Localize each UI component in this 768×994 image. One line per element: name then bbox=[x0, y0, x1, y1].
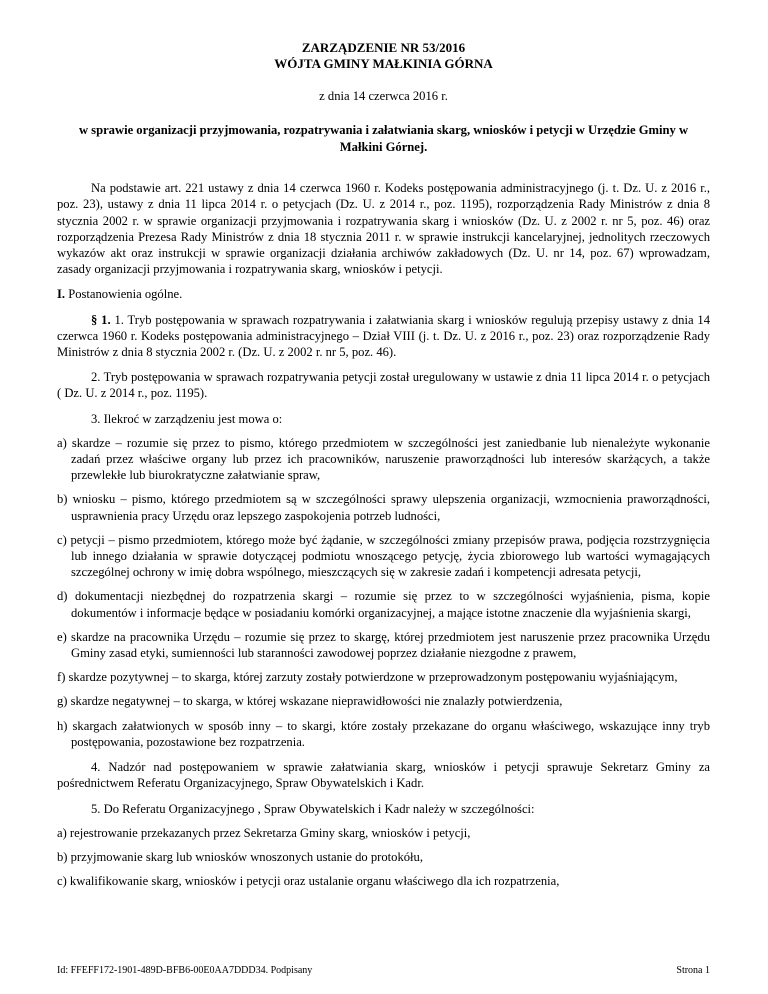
section-heading bbox=[57, 286, 710, 302]
paragraph-mark: § 1. bbox=[91, 312, 111, 327]
paragraph-2: 2. Tryb postępowania w sprawach rozpatrywania petycji został uregulowany w ustawie z dnia 11 lipca 2014 r. o petycjach ( Dz. U. z 2014 r., poz. 1195). bbox=[57, 370, 710, 401]
paragraph-4: 4. Nadzór nad postępowaniem w sprawie załatwiania skarg, wniosków i petycji sprawuje Sekretarz Gminy za pośrednictwem Referatu Organizacyjnego, Spraw Obywatelskich i Kadr. bbox=[57, 760, 710, 791]
paragraph-1-text: 1. Tryb postępowania w sprawach rozpatrywania i załatwiania skarg i wniosków regulują przepisy ustawy z dnia 14 czerwca 1960 r. Kodeks postępowania administracyjnego – Dział VIII (j. t. Dz. U. z 2016 r., poz. 23) oraz rozporządzenie Rady Ministrów z dnia 8 stycznia 2002 r. (Dz. U. z 2002 r. nr 5, poz. 46). bbox=[57, 312, 710, 360]
list-item: e) skardze na pracownika Urzędu – rozumie się przez to skargę, której przedmiotem jest naruszenie przez pracownika Urzędu Gminy zasad etyki, sumienności lub staranności zawodowej poprzez działanie niezgodne z prawem, bbox=[57, 629, 710, 661]
list-item: g) skardze negatywnej – to skarga, w której wskazane nieprawidłowości nie znalazły potwierdzenia, bbox=[57, 694, 563, 709]
paragraph-5: 5. Do Referatu Organizacyjnego , Spraw Obywatelskich i Kadr należy w szczególności: bbox=[91, 801, 535, 816]
document-subject: w sprawie organizacji przyjmowania, rozpatrywania i załatwiania skarg, wniosków i petycji w Urzędzie Gminy w Małkini Górnej. bbox=[78, 123, 689, 155]
list-item: c) petycji – pismo przedmiotem, którego może być żądanie, w szczególności zmiany przepisów prawa, podjęcia rozstrzygnięcia lub innego działania w sprawie dotyczącej podmiotu wnoszącego petycję, życia zbiorowego lub wartości wymagających szczególnej ochrony w imię dobra wspólnego, mieszczących się w zakresie zadań i kompetencji adresata petycji, bbox=[57, 532, 710, 580]
paragraph-1 bbox=[57, 312, 710, 361]
page-number: Strona 1 bbox=[676, 965, 710, 976]
list-item: c) kwalifikowanie skarg, wniosków i petycji oraz ustalanie organu właściwego dla ich rozpatrzenia, bbox=[57, 874, 560, 889]
definitions-list bbox=[57, 435, 710, 750]
document-page bbox=[57, 0, 710, 889]
list-item: b) przyjmowanie skarg lub wniosków wnoszonych ustanie do protokółu, bbox=[57, 849, 423, 864]
list-item: d) dokumentacji niezbędnej do rozpatrzenia skargi – rozumie się przez to w szczególności wyjaśnienia, pisma, kopie dokumentów i informacje będące w posiadaniu komórki organizacyjnej, a mające istotne znaczenie dla wyjaśnienia skargi, bbox=[57, 589, 710, 620]
document-issuer: WÓJTA GMINY MAŁKINIA GÓRNA bbox=[274, 56, 493, 71]
list-item: f) skardze pozytywnej – to skarga, której zarzuty zostały potwierdzone w przeprowadzonym postępowaniu wyjaśniającym, bbox=[57, 670, 678, 685]
section-title: Postanowienia ogólne. bbox=[65, 287, 183, 302]
duties-list bbox=[57, 825, 710, 890]
list-item: b) wniosku – pismo, którego przedmiotem są w szczególności sprawy ulepszenia organizacji, wzmocnienia praworządności, usprawnienia pracy Urzędu oraz lepszego zaspokojenia potrzeb ludności, bbox=[57, 492, 710, 523]
document-title: ZARZĄDZENIE NR 53/2016 bbox=[301, 40, 466, 55]
list-item: a) rejestrowanie przekazanych przez Sekretarza Gminy skarg, wniosków i petycji, bbox=[57, 825, 471, 840]
list-item: a) skardze – rozumie się przez to pismo, którego przedmiotem w szczególności jest zaniedbanie lub nienależyte wykonanie zadań przez właściwe organy lub przez ich pracowników, naruszenie praworządności lub interesów skarżących, a także przewlekłe lub biurokratyczne załatwianie spraw, bbox=[57, 435, 710, 483]
intro-paragraph: Na podstawie art. 221 ustawy z dnia 14 czerwca 1960 r. Kodeks postępowania administracyjnego (j. t. Dz. U. z 2016 r., poz. 23), ustawy z dnia 11 lipca 2014 r. o petycjach (Dz. U. z 2014 r., poz. 1195), rozporządzenia Rady Ministrów z dnia 8 stycznia 2002 r. w sprawie organizacji przyjmowania i rozpatrywania skarg i wniosków (Dz. U. z 2002 r. nr 5, poz. 46) oraz rozporządzenia Prezesa Rady Ministrów z dnia 18 stycznia 2011 r. w sprawie instrukcji kancelaryjnej, jednolitych rzeczowych wykazów akt oraz instrukcji w sprawie organizacji działania archiwów zakładowych (Dz. U. nr 14, poz. 67) wprowadzam, zasady organizacji przyjmowania i rozpatrywania skarg, wniosków i petycji. bbox=[57, 181, 710, 277]
list-item: h) skargach załatwionych w sposób inny – to skargi, które zostały przekazane do organu właściwego, wskazujące inny tryb postępowania, pozostawione bez rozpatrzenia. bbox=[57, 718, 710, 749]
section-number: I. bbox=[57, 287, 66, 302]
paragraph-3: 3. Ilekroć w zarządzeniu jest mowa o: bbox=[91, 411, 283, 426]
document-id: Id: FFEFF172-1901-489D-BFB6-00E0AA7DDD34. Podpisany bbox=[57, 965, 313, 976]
document-date: z dnia 14 czerwca 2016 r. bbox=[319, 89, 448, 103]
